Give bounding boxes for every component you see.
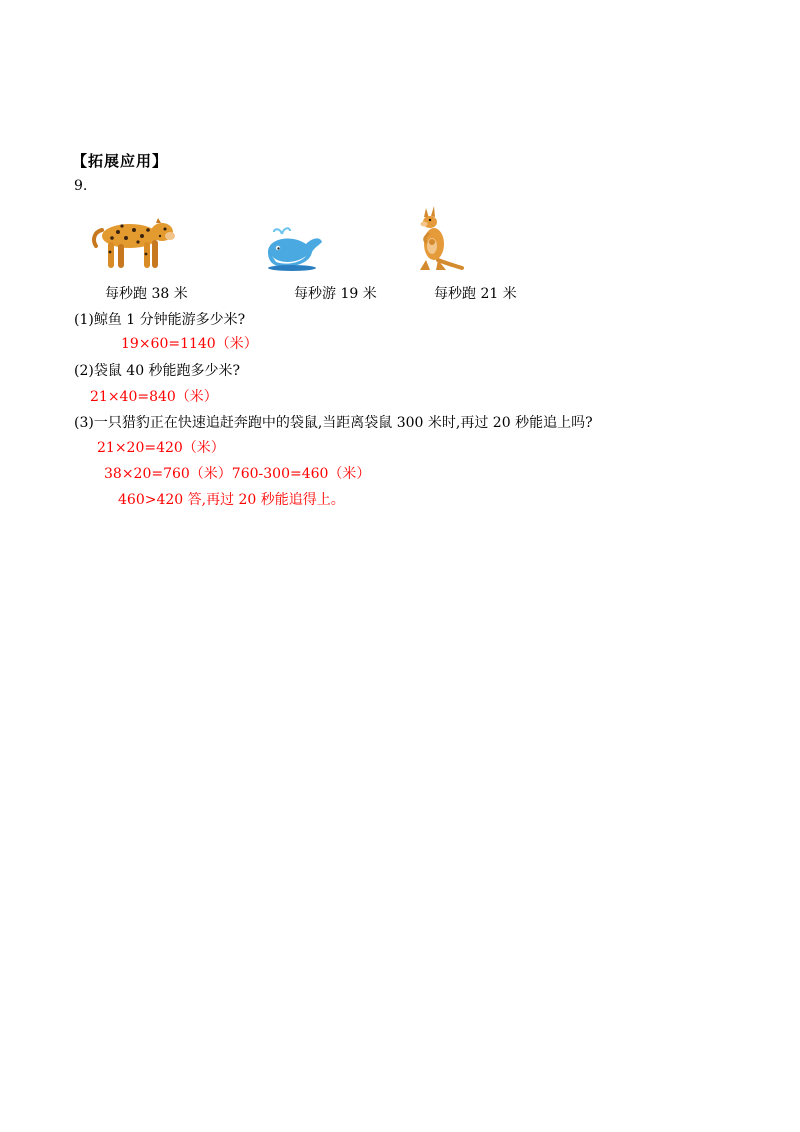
kangaroo-caption: 每秒跑 21 米 [434, 286, 517, 302]
section-heading: 【拓展应用】 [72, 152, 169, 170]
answer-2-line-1: 21×40=840（米） [90, 389, 218, 405]
question-1: (1)鲸鱼 1 分钟能游多少米? [74, 312, 246, 328]
whale-illustration [262, 224, 326, 272]
problem-number: 9. [74, 178, 88, 194]
question-3: (3)一只猎豹正在快速追赶奔跑中的袋鼠,当距离袋鼠 300 米时,再过 20 秒能追上吗? [74, 415, 593, 431]
answer-3-line-3: 460>420 答,再过 20 秒能追得上。 [118, 492, 345, 508]
cheetah-caption: 每秒跑 38 米 [105, 286, 188, 302]
question-2: (2)袋鼠 40 秒能跑多少米? [74, 363, 241, 379]
whale-caption: 每秒游 19 米 [294, 286, 377, 302]
answer-3-line-2: 38×20=760（米）760-300=460（米） [104, 466, 371, 482]
answer-3-line-1: 21×20=420（米） [97, 440, 225, 456]
cheetah-illustration [88, 206, 180, 274]
kangaroo-illustration [412, 204, 464, 274]
answer-1-line-1: 19×60=1140（米） [121, 336, 258, 352]
